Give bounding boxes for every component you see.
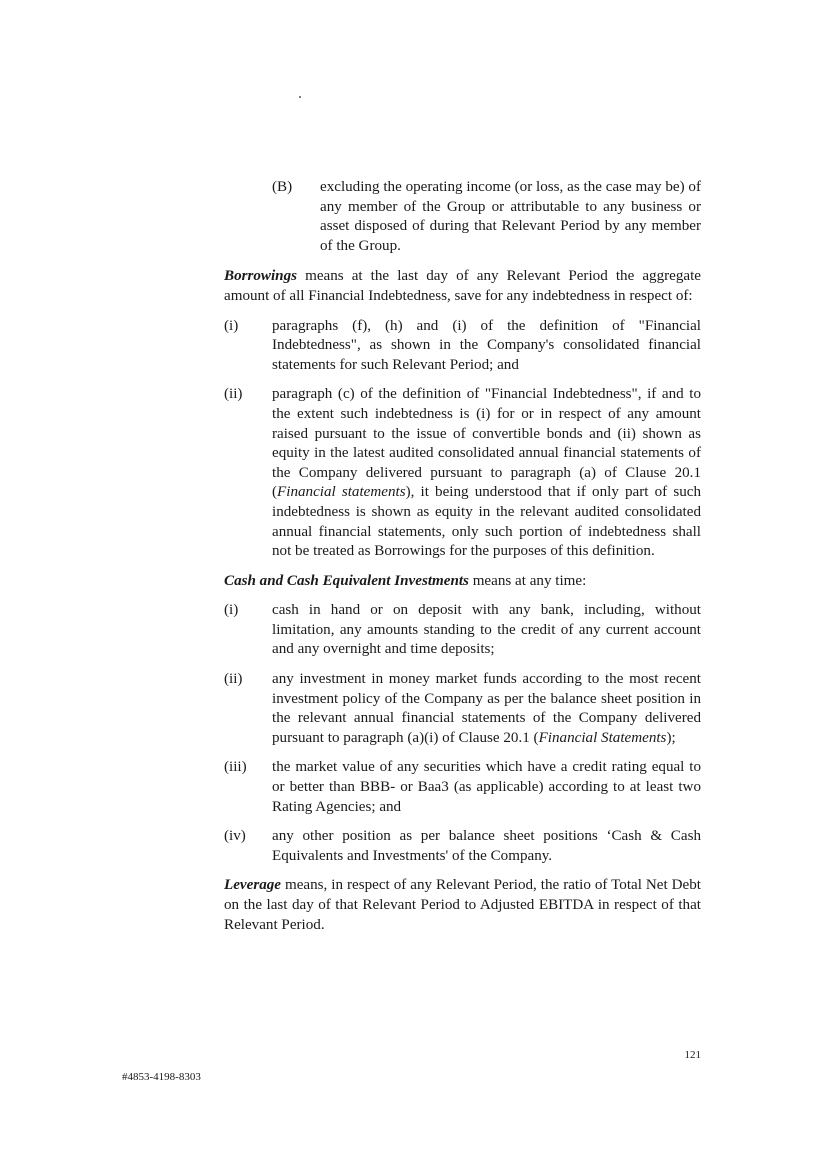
cash-item-ii [224,670,701,748]
cash-definition-text: means at any time: [468,572,587,589]
cash-item-ii-text [272,670,701,748]
sub-item-b-label: (B) [272,179,293,195]
cash-item-ii-text-after: ); [666,729,676,746]
borrowings-item-ii-text-after: ), it being understood that if only part of such indebtedness is shown as equity in the relevant audited consolidated annual financial statements, only such portion of indebtedness shall not be treated as Borrowings for the purposes of this definition. [272,484,701,560]
borrowings-definition [224,267,701,306]
leverage-definition [224,876,701,935]
cash-definition [224,572,701,592]
borrowings-item-i-label: (i) [224,317,239,334]
cash-item-iii [224,758,701,817]
borrowings-item-ii-text [272,385,701,561]
cash-item-iv-label: (iv) [224,828,246,845]
page-number: 121 [684,1049,701,1061]
borrowings-item-ii-text-before: paragraph (c) of the definition of "Financial Indebtedness", if and to the extent such indebtedness is (i) for or in respect of any amount raised pursuant to the issue of convertible bonds and (ii) shown as equity in the latest audited consolidated annual financial statements of the Company delivered pursuant to paragraph (a) of Clause 20.1 ( [272,386,701,501]
cash-item-iii-label: (iii) [224,759,247,776]
sub-item-b [272,178,701,256]
cash-item-i [224,601,701,660]
document-reference: #4853-4198-8303 [122,1071,201,1083]
borrowings-item-ii-text-italic: Financial statements [277,484,406,501]
borrowings-item-ii-label: (ii) [224,386,243,403]
document-body [224,178,701,945]
borrowings-item-ii [224,385,701,561]
cash-item-ii-text-italic: Financial Statements [538,729,667,746]
cash-item-i-label: (i) [224,602,239,619]
cash-item-iv [224,827,701,866]
cash-term: Cash and Cash Equivalent Investments [224,572,469,589]
cash-item-ii-label: (ii) [224,671,243,688]
borrowings-term: Borrowings [224,268,297,285]
leverage-definition-text: means, in respect of any Relevant Period, the ratio of Total Net Debt on the last day of that Relevant Period to Adjusted EBITDA in respect of that Relevant Period. [224,877,701,933]
borrowings-item-i [224,317,701,376]
cash-item-ii-text-before: any investment in money market funds according to the most recent investment policy of the Company as per the balance sheet position in the relevant annual financial statements of the Company delivered pursuant to paragraph (a)(i) of Clause 20.1 ( [272,671,701,746]
page-mark [299,96,301,98]
leverage-term: Leverage [224,877,281,894]
borrowings-definition-text: means at the last day of any Relevant Period the aggregate amount of all Financial Indebtedness, save for any indebtedness in respect of: [224,268,701,304]
borrowings-item-i-text: paragraphs (f), (h) and (i) of the definition of "Financial Indebtedness", as shown in the Company's consolidated financial statements for such Relevant Period; and [272,317,701,373]
cash-item-i-text: cash in hand or on deposit with any bank, including, without limitation, any amounts standing to the credit of any current account and any overnight and time deposits; [272,602,701,658]
cash-item-iii-text: the market value of any securities which have a credit rating equal to or better than BBB- or Baa3 (as applicable) according to at least two Rating Agencies; and [272,759,701,815]
cash-item-iv-text: any other position as per balance sheet positions ‘Cash & Cash Equivalents and Investments' of the Company. [272,828,701,864]
sub-item-b-text: excluding the operating income (or loss, as the case may be) of any member of the Group or attributable to any business or asset disposed of during that Relevant Period by any member of the Group. [320,179,701,254]
